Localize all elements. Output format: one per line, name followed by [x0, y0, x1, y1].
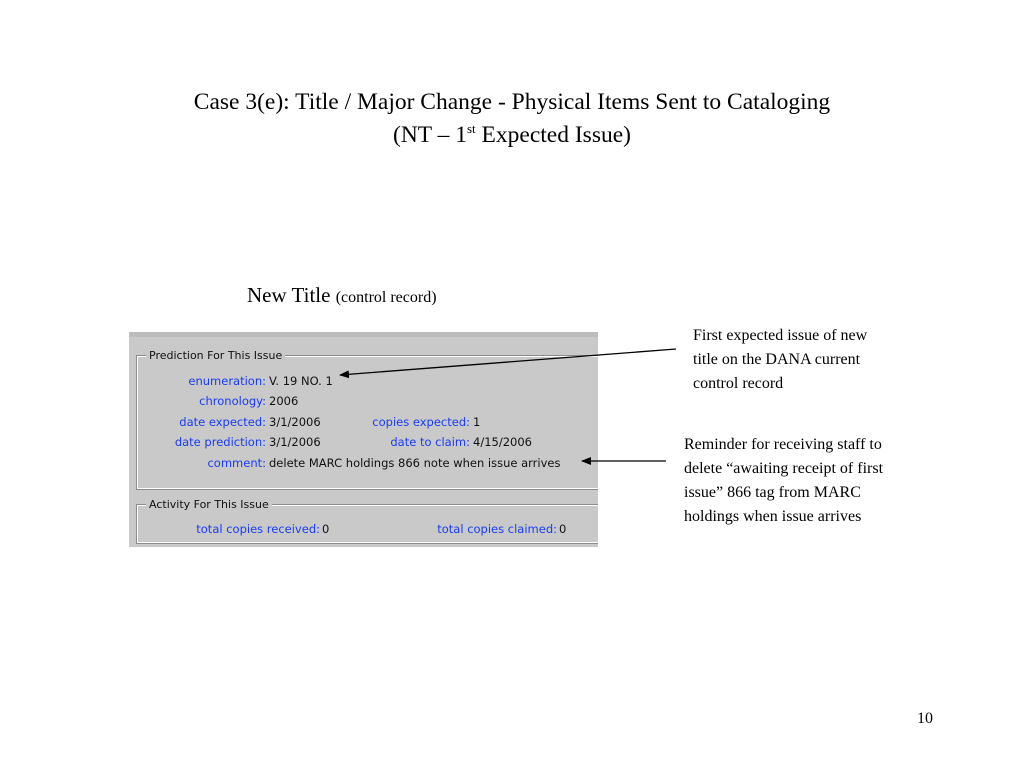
- chronology-label: chronology:: [199, 394, 266, 408]
- date-prediction-label: date prediction:: [174, 435, 266, 449]
- date-prediction-value[interactable]: 3/1/2006: [269, 435, 321, 449]
- note1-line3: control record: [693, 375, 784, 392]
- annotation-reminder: [684, 433, 883, 529]
- note2-line2: delete “awaiting receipt of first: [684, 460, 884, 477]
- total-received-label: total copies received:: [196, 522, 320, 536]
- total-claimed-label: total copies claimed:: [437, 522, 557, 536]
- title-line2-pre: (NT – 1: [393, 122, 467, 148]
- chronology-value[interactable]: 2006: [269, 394, 299, 408]
- date-expected-value[interactable]: 3/1/2006: [269, 415, 321, 429]
- note2-line1: Reminder for receiving staff to: [684, 436, 882, 453]
- prediction-group-title: Prediction For This Issue: [146, 349, 285, 362]
- copies-expected-value[interactable]: 1: [473, 415, 481, 429]
- activity-group-title: Activity For This Issue: [146, 498, 272, 511]
- comment-value[interactable]: delete MARC holdings 866 note when issue arrives: [269, 456, 561, 470]
- note1-line2: title on the DANA current: [693, 351, 861, 368]
- arrow-to-enumeration: [340, 349, 676, 375]
- comment-label: comment:: [207, 456, 266, 470]
- date-to-claim-label: date to claim:: [390, 435, 470, 449]
- enumeration-value[interactable]: V. 19 NO. 1: [269, 374, 333, 388]
- total-claimed-value[interactable]: 0: [559, 522, 567, 536]
- date-expected-label: date expected:: [179, 415, 266, 429]
- slide-title-line1: Case 3(e): Title / Major Change - Physical Items Sent to Cataloging: [193, 89, 831, 115]
- date-to-claim-value[interactable]: 4/15/2006: [473, 435, 532, 449]
- enumeration-label: enumeration:: [188, 374, 266, 388]
- subhead-small: (control record): [335, 289, 437, 306]
- title-line2-sup: st: [467, 121, 476, 136]
- note2-line4: holdings when issue arrives: [684, 508, 862, 525]
- note1-line1: First expected issue of new: [693, 327, 868, 344]
- title-line2-post: Expected Issue): [475, 122, 631, 148]
- subhead-main: New Title: [247, 283, 331, 307]
- copies-expected-label: copies expected:: [372, 415, 470, 429]
- note2-line3: issue” 866 tag from MARC: [684, 484, 861, 501]
- total-received-value[interactable]: 0: [322, 522, 330, 536]
- page-number: 10: [917, 710, 933, 727]
- annotation-first-issue: [693, 324, 867, 396]
